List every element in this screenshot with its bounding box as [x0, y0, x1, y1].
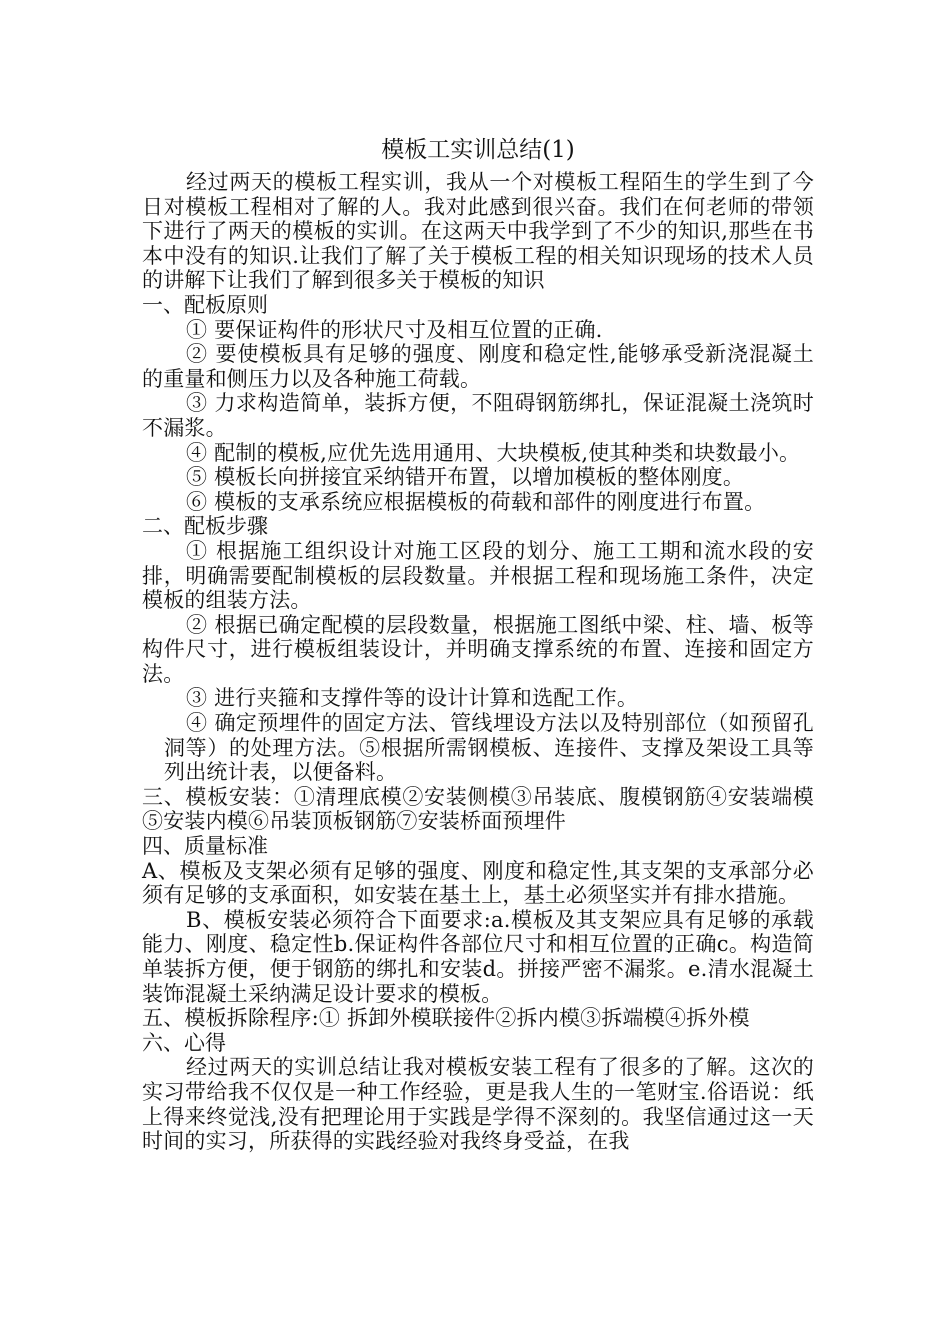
step-item: ① 根据施工组织设计对施工区段的划分、施工工期和流水段的安排，明确需要配制模板的层段数量。并根据工程和现场施工条件，决定模板的组装方法。 [142, 538, 814, 613]
intro-paragraph: 经过两天的模板工程实训，我从一个对模板工程陌生的学生到了今日对模板工程相对了解的人。我对此感到很兴奋。我们在何老师的带领下进行了两天的模板的实训。在这两天中我学到了不少的知识,那些在书本中没有的知识.让我们了解了关于模板工程的相关知识现场的技术人员的讲解下让我们了解到很多关于模板的知识 [142, 170, 814, 293]
step-item-4-5: ④ 确定预埋件的固定方法、管线埋设方法以及特别部位（如预留孔洞等）的处理方法。⑤根据所需钢模板、连接件、支撑及架设工具等列出统计表，以便备料。 [164, 711, 814, 785]
principle-item: ④ 配制的模板,应优先选用通用、大块模板,使其种类和块数最小。 [186, 440, 801, 465]
principle-item: ③ 力求构造简单，装拆方便，不阻碍钢筋绑扎，保证混凝土浇筑时不漏浆。 [142, 391, 814, 440]
principle-item: ② 要使模板具有足够的强度、刚度和稳定性,能够承受新浇混凝土的重量和侧压力以及各种施工荷载。 [142, 342, 814, 391]
step-item: ③ 进行夹箍和支撑件等的设计计算和选配工作。 [186, 686, 639, 711]
step-item: ② 根据已确定配模的层段数量，根据施工图纸中梁、柱、墙、板等构件尺寸，进行模板组装设计，并明确支撑系统的布置、连接和固定方法。 [142, 612, 814, 686]
section-heading-quality: 四、质量标准 [142, 834, 268, 859]
section-heading-reflection: 六、心得 [142, 1030, 226, 1055]
section-heading-steps: 二、配板步骤 [142, 514, 268, 539]
quality-standard-b: B、模板安装必须符合下面要求:a.模板及其支架应具有足够的承载能力、刚度、稳定性b.保证构件各部位尺寸和相互位置的正确c。构造简单装拆方便，便于钢筋的绑扎和安装d。拼接严密不漏浆。e.清水混凝土装饰混凝土采纳满足设计要求的模板。 [142, 907, 814, 1006]
section-heading-principles: 一、配板原则 [142, 292, 268, 317]
reflection-paragraph: 经过两天的实训总结让我对模板安装工程有了很多的了解。这次的实习带给我不仅仅是一种工作经验，更是我人生的一笔财宝.俗语说：纸上得来终觉浅,没有把理论用于实践是学得不深刻的。我坚信通过这一天时间的实习，所获得的实践经验对我终身受益，在我 [142, 1055, 814, 1154]
quality-standard-a: A、模板及支架必须有足够的强度、刚度和稳定性,其支架的支承部分必须有足够的支承面积，如安装在基土上，基土必须坚实并有排水措施。 [142, 858, 814, 908]
principle-item: ⑥ 模板的支承系统应根据模板的荷载和部件的刚度进行布置。 [186, 489, 766, 514]
section-installation: 三、模板安装：①清理底模②安装侧模③吊装底、腹模钢筋④安装端模⑤安装内模⑥吊装顶板钢筋⑦安装桥面预埋件 [142, 784, 814, 834]
section-removal: 五、模板拆除程序:① 拆卸外模联接件②拆内模③拆端模④拆外模 [142, 1006, 750, 1031]
document-body [142, 134, 814, 1154]
principle-item: ⑤ 模板长向拼接宜采纳错开布置，以增加模板的整体刚度。 [186, 465, 745, 490]
document-title: 模板工实训总结(1) [381, 137, 575, 163]
principle-item: ① 要保证构件的形状尺寸及相互位置的正确. [186, 317, 603, 342]
